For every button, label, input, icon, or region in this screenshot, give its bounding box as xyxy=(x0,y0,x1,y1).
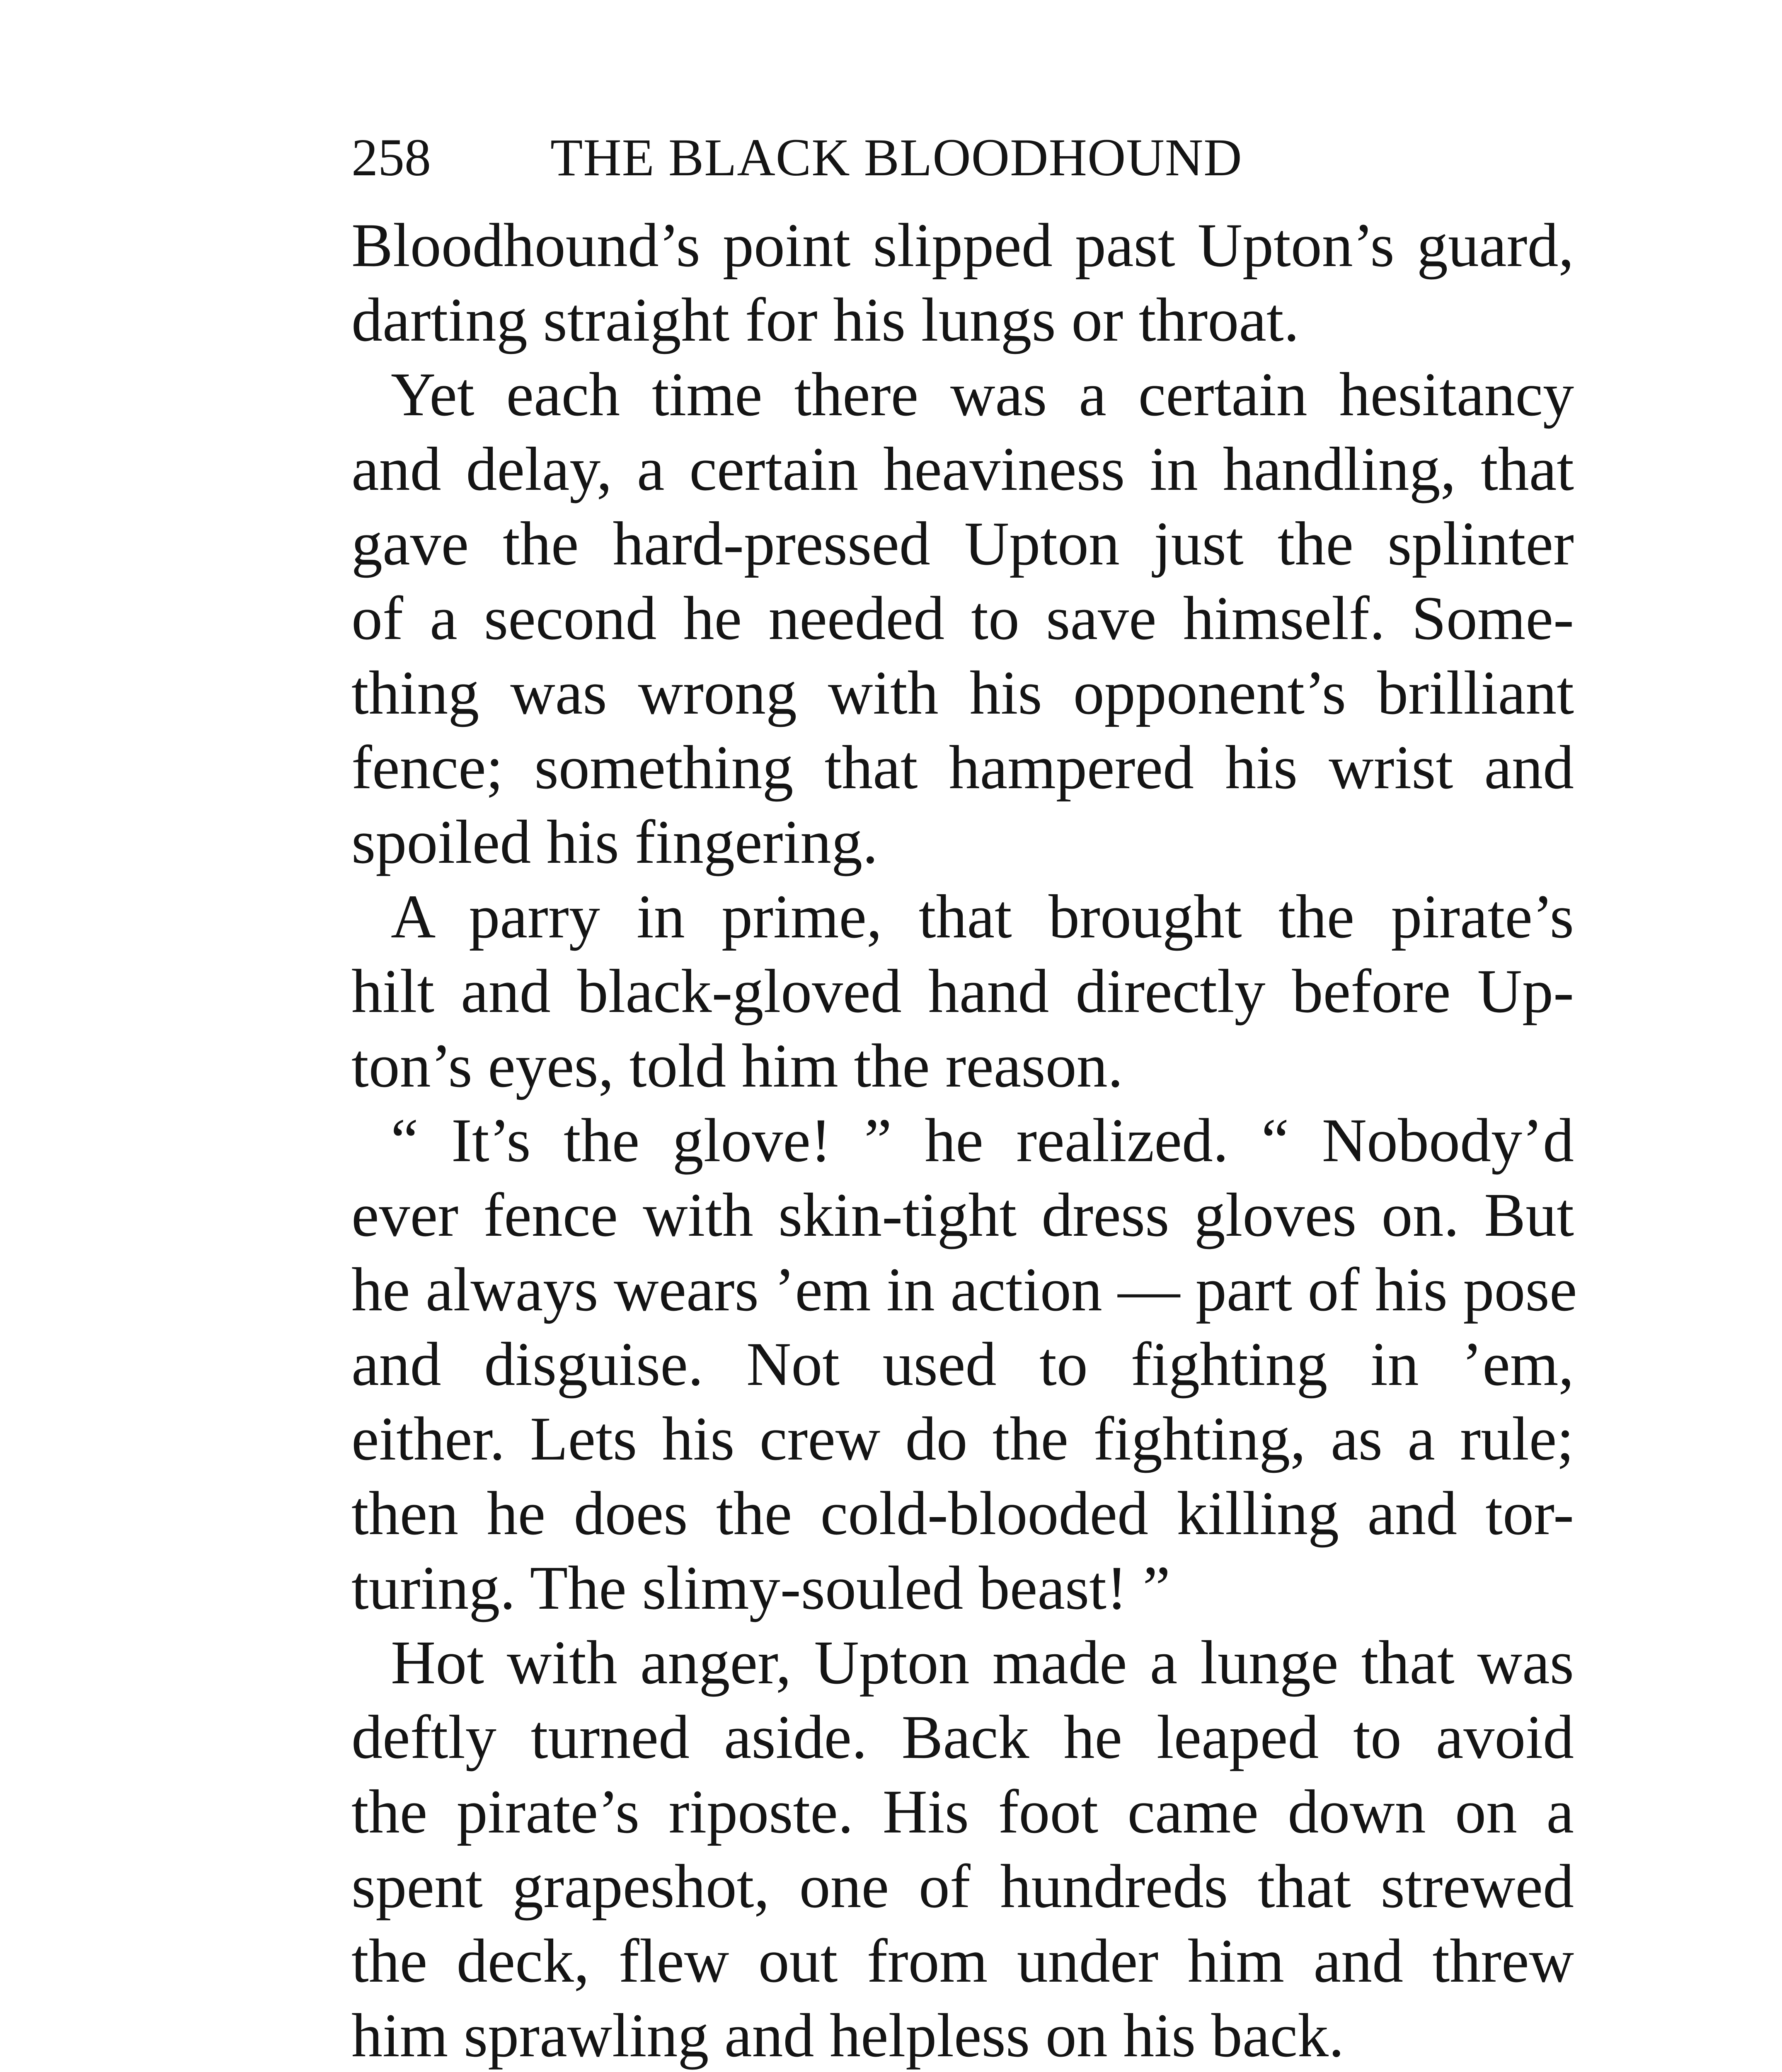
text-line: he always wears ’em in action — part of his pose xyxy=(351,1255,1577,1324)
text-line: the pirate’s riposte. His foot came down on a xyxy=(351,1777,1574,1846)
text-line: ever fence with skin-tight dress gloves on. But xyxy=(351,1181,1574,1249)
text-line: hilt and black-gloved hand directly before Up- xyxy=(351,957,1574,1026)
body-text xyxy=(351,208,1577,2072)
text-line: of a second he needed to save himself. Some- xyxy=(351,584,1574,653)
text-line: spoiled his fingering. xyxy=(351,808,878,876)
text-line: ton’s eyes, told him the reason. xyxy=(351,1031,1123,1100)
text-line: Yet each time there was a certain hesitancy xyxy=(391,360,1574,429)
running-title: THE BLACK BLOODHOUND xyxy=(550,128,1242,187)
text-line: and disguise. Not used to fighting in ’em, xyxy=(351,1330,1574,1399)
text-line: then he does the cold-blooded killing and tor- xyxy=(351,1479,1574,1548)
text-line: turing. The slimy-souled beast! ” xyxy=(351,1554,1171,1622)
text-line: deftly turned aside. Back he leaped to avoid xyxy=(351,1703,1574,1772)
text-line: thing was wrong with his opponent’s brilliant xyxy=(351,658,1574,727)
text-line: gave the hard-pressed Upton just the splinter xyxy=(351,509,1574,578)
text-line: Bloodhound’s point slipped past Upton’s guard, xyxy=(351,211,1574,280)
text-line: and delay, a certain heaviness in handling, that xyxy=(351,435,1574,503)
text-line: the deck, flew out from under him and threw xyxy=(351,1927,1574,1995)
page-number: 258 xyxy=(351,128,431,187)
text-line: darting straight for his lungs or throat. xyxy=(351,286,1300,354)
text-line: “ It’s the glove! ” he realized. “ Nobody’d xyxy=(391,1106,1574,1175)
text-line: A parry in prime, that brought the pirate’s xyxy=(391,882,1574,951)
text-line: either. Lets his crew do the fighting, as a rule; xyxy=(351,1404,1574,1473)
text-line: fence; something that hampered his wrist and xyxy=(351,733,1574,802)
text-line: Hot with anger, Upton made a lunge that was xyxy=(391,1628,1574,1697)
text-line: spent grapeshot, one of hundreds that strewed xyxy=(351,1852,1574,1921)
running-header xyxy=(351,124,1574,191)
text-line: him sprawling and helpless on his back. xyxy=(351,2001,1344,2070)
